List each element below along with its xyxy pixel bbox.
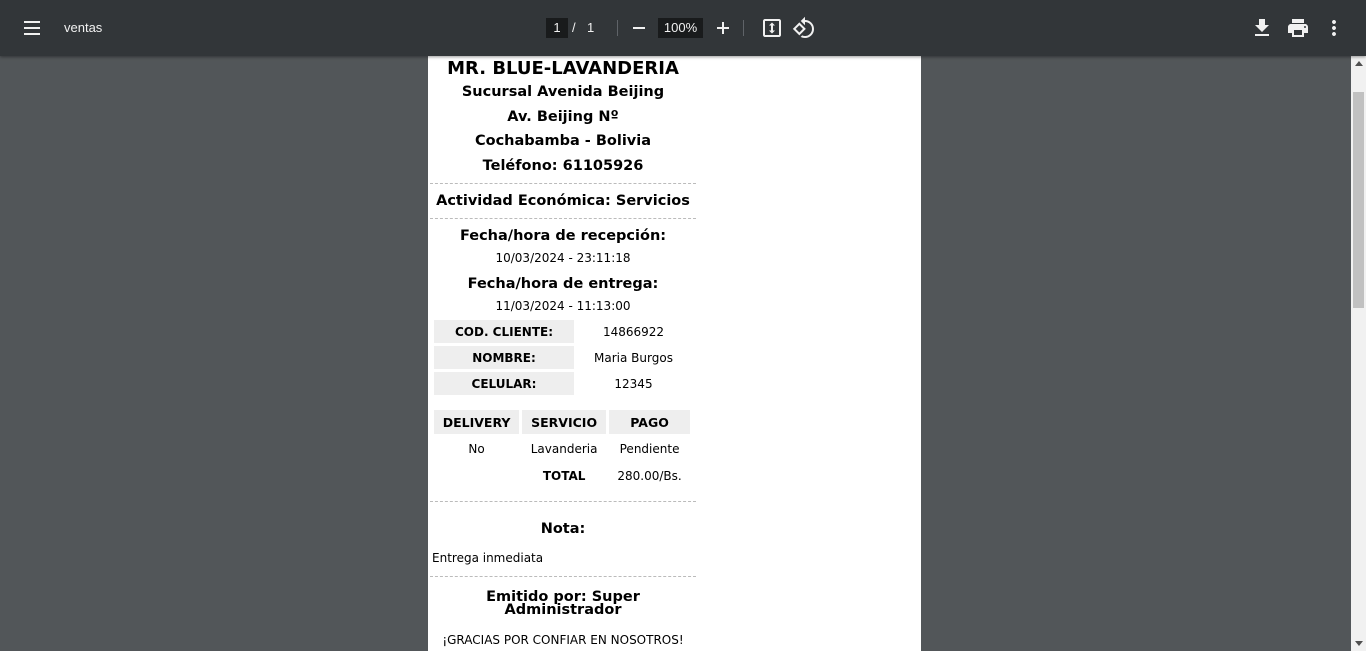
service-table [431, 407, 693, 491]
total-value: 280.00/Bs. [617, 469, 682, 483]
note-label: Nota: [540, 521, 586, 537]
divider [430, 218, 696, 219]
page-number-input[interactable]: 1 [546, 18, 568, 38]
document-title: ventas [64, 20, 103, 35]
table-row [434, 437, 690, 461]
client-info-table [431, 317, 693, 398]
more-vert-icon[interactable] [1322, 16, 1346, 40]
delivery-datetime: 11/03/2024 - 11:13:00 [495, 299, 631, 313]
menu-icon[interactable] [18, 14, 46, 42]
payment-value: Pendiente [619, 442, 680, 456]
empty-cell [434, 464, 519, 488]
toolbar-divider [743, 20, 744, 36]
reception-datetime: 10/03/2024 - 23:11:18 [495, 251, 631, 265]
client-name-label: NOMBRE: [434, 346, 574, 369]
minus-icon[interactable] [627, 16, 651, 40]
client-code-label: COD. CLIENTE: [434, 320, 574, 343]
service-value: Lavanderia [530, 442, 598, 456]
economic-activity: Actividad Económica: Servicios [436, 193, 690, 209]
zoom-level-input[interactable]: 100% [658, 18, 703, 38]
client-name-value: Maria Burgos [594, 350, 673, 365]
table-row [434, 346, 690, 369]
receipt [432, 56, 694, 649]
table-row [434, 320, 690, 343]
divider [430, 576, 696, 577]
service-header: SERVICIO [522, 410, 606, 434]
phone: Teléfono: 61105926 [482, 157, 644, 174]
delivery-header: DELIVERY [434, 410, 519, 434]
plus-icon[interactable] [711, 16, 735, 40]
fit-to-page-icon[interactable] [760, 16, 784, 40]
page-total: 1 [587, 20, 595, 35]
scroll-down-arrow-icon[interactable] [1355, 641, 1363, 646]
download-icon[interactable] [1250, 16, 1274, 40]
address: Av. Beijing Nº [507, 108, 619, 125]
note-text: Entrega inmediata [432, 551, 544, 565]
client-code-value: 14866922 [602, 324, 665, 339]
city: Cochabamba - Bolivia [474, 133, 652, 149]
delivery-label: Fecha/hora de entrega: [467, 276, 659, 292]
total-label: TOTAL [542, 469, 586, 483]
client-phone-label: CELULAR: [434, 372, 574, 395]
total-row [434, 464, 690, 488]
page-separator: / [572, 20, 576, 35]
branch-name: Sucursal Avenida Beijing [461, 84, 665, 100]
rotate-icon[interactable] [792, 16, 816, 40]
divider [430, 501, 696, 502]
table-header-row [434, 410, 690, 434]
issued-by-line2: Administrador [504, 602, 622, 618]
pdf-toolbar [0, 0, 1366, 56]
scroll-up-arrow-icon[interactable] [1355, 61, 1363, 66]
thanks-message: ¡GRACIAS POR CONFIAR EN NOSOTROS! [442, 633, 684, 647]
payment-header: PAGO [609, 410, 690, 434]
delivery-value: No [468, 442, 485, 456]
scroll-thumb[interactable] [1353, 92, 1364, 308]
print-icon[interactable] [1286, 16, 1310, 40]
issued-by-line1: Emitido por: Super [486, 589, 640, 605]
table-row [434, 372, 690, 395]
toolbar-divider [617, 20, 618, 36]
reception-label: Fecha/hora de recepción: [459, 228, 667, 244]
pdf-page [428, 56, 921, 651]
client-phone-value: 12345 [614, 376, 653, 391]
vertical-scrollbar[interactable] [1351, 56, 1366, 651]
business-name: MR. BLUE-LAVANDERIA [447, 58, 679, 79]
